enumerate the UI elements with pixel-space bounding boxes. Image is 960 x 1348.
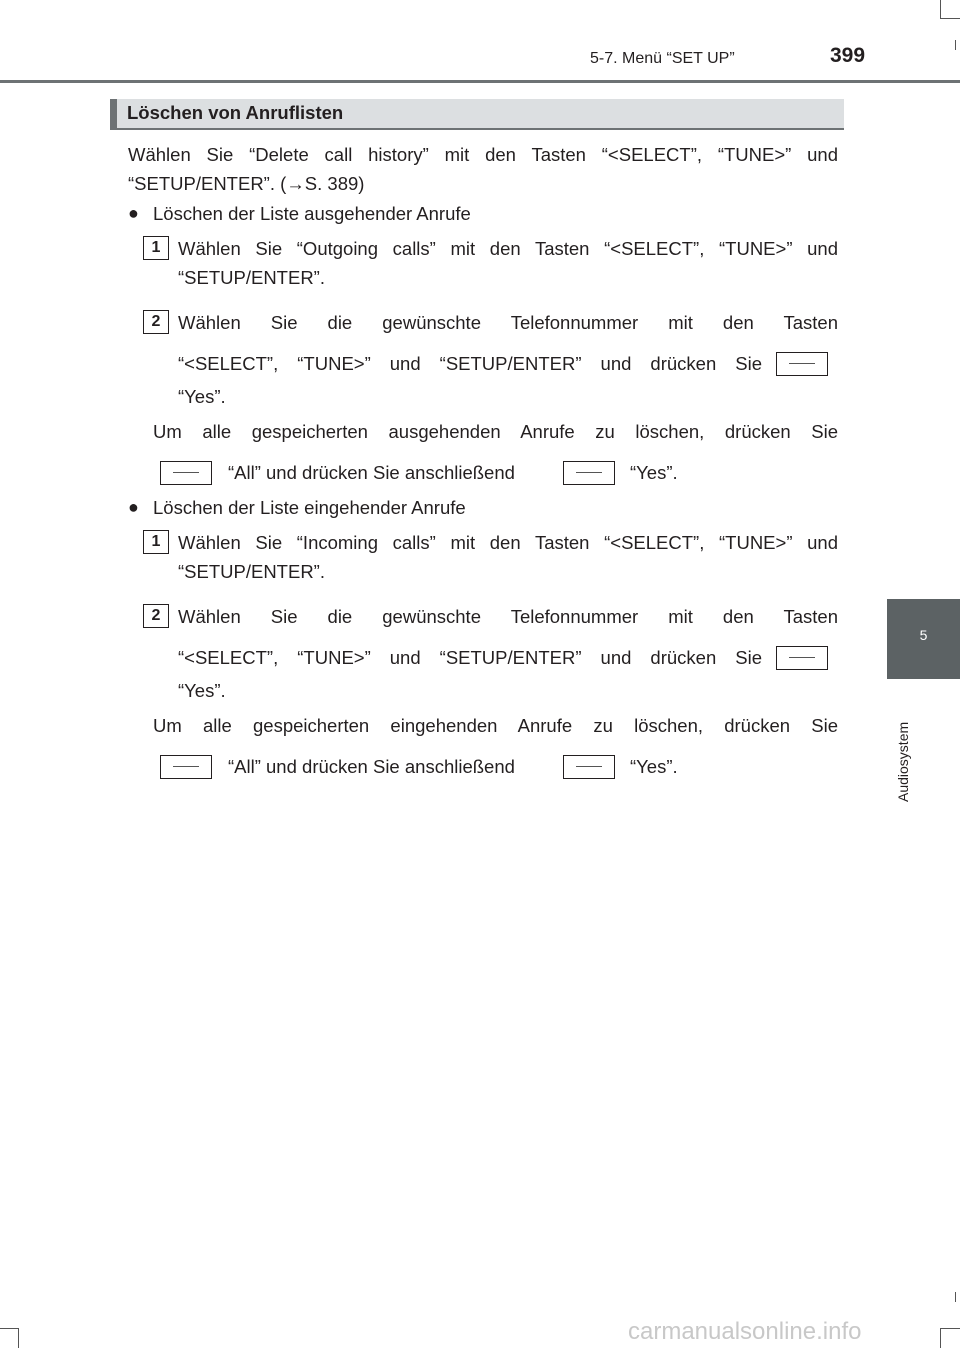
chapter-tab: 5 [887, 599, 960, 679]
incoming-note-yes: “Yes”. [630, 756, 678, 777]
incoming-heading: Löschen der Liste eingehender Anrufe [153, 497, 466, 518]
outgoing-step2-line-2: “<SELECT”, “TUNE>” und “SETUP/ENTER” und drücken Sie [178, 353, 762, 374]
crop-mark [18, 1328, 19, 1348]
chapter-label [895, 692, 919, 802]
running-header-section: 5-7. Menü “SET UP” [590, 50, 735, 67]
incoming-note-line-1: Um alle gespeicherten eingehenden Anrufe zu löschen, drücken Sie [153, 715, 838, 736]
screen-button-icon [776, 352, 828, 376]
yes-button-icon [563, 755, 615, 779]
outgoing-note-line-1: Um alle gespeicherten ausgehenden Anrufe zu löschen, drücken Sie [153, 421, 838, 442]
intro-line-1: Wählen Sie “Delete call history” mit den Tasten “<SELECT”, “TUNE>” und [128, 144, 838, 165]
outgoing-note-all: “All” und drücken Sie anschließend [228, 462, 515, 483]
all-button-icon [160, 461, 212, 485]
step-number-2: 2 [143, 604, 169, 628]
outgoing-step1-line-2: “SETUP/ENTER”. [178, 267, 325, 288]
screen-button-icon [776, 646, 828, 670]
crop-mark [955, 40, 956, 50]
header-rule [0, 80, 960, 83]
crop-mark [940, 1328, 960, 1329]
step-number-1: 1 [143, 236, 169, 260]
all-button-icon [160, 755, 212, 779]
intro-line-2: “SETUP/ENTER”. (→S. 389) [128, 173, 365, 194]
crop-mark [0, 1328, 18, 1329]
yes-button-icon [563, 461, 615, 485]
step-number-1: 1 [143, 530, 169, 554]
chapter-label-text: Audiosystem [895, 721, 911, 802]
incoming-step1-line-1: Wählen Sie “Incoming calls” mit den Tasten “<SELECT”, “TUNE>” und [178, 532, 838, 553]
page-number: 399 [830, 44, 866, 67]
outgoing-step2-line-3: “Yes”. [178, 386, 226, 407]
step-number-2: 2 [143, 310, 169, 334]
incoming-step2-line-2: “<SELECT”, “TUNE>” und “SETUP/ENTER” und drücken Sie [178, 647, 762, 668]
incoming-step2-line-1: Wählen Sie die gewünschte Telefonnummer mit den Tasten [178, 606, 838, 627]
outgoing-step2-line-1: Wählen Sie die gewünschte Telefonnummer mit den Tasten [178, 312, 838, 333]
watermark: carmanualsonline.info [628, 1318, 862, 1345]
bullet-icon: ● [128, 203, 139, 223]
outgoing-heading: Löschen der Liste ausgehender Anrufe [153, 203, 471, 224]
crop-mark [940, 1328, 941, 1348]
crop-mark [940, 18, 960, 19]
incoming-step2-line-3: “Yes”. [178, 680, 226, 701]
outgoing-step1-line-1: Wählen Sie “Outgoing calls” mit den Tasten “<SELECT”, “TUNE>” und [178, 238, 838, 259]
bullet-icon: ● [128, 497, 139, 517]
incoming-step1-line-2: “SETUP/ENTER”. [178, 561, 325, 582]
section-title-bar [110, 99, 844, 130]
crop-mark [955, 1292, 956, 1302]
outgoing-note-yes: “Yes”. [630, 462, 678, 483]
incoming-note-all: “All” und drücken Sie anschließend [228, 756, 515, 777]
crop-mark [940, 0, 941, 18]
section-title: Löschen von Anruflisten [127, 102, 344, 123]
